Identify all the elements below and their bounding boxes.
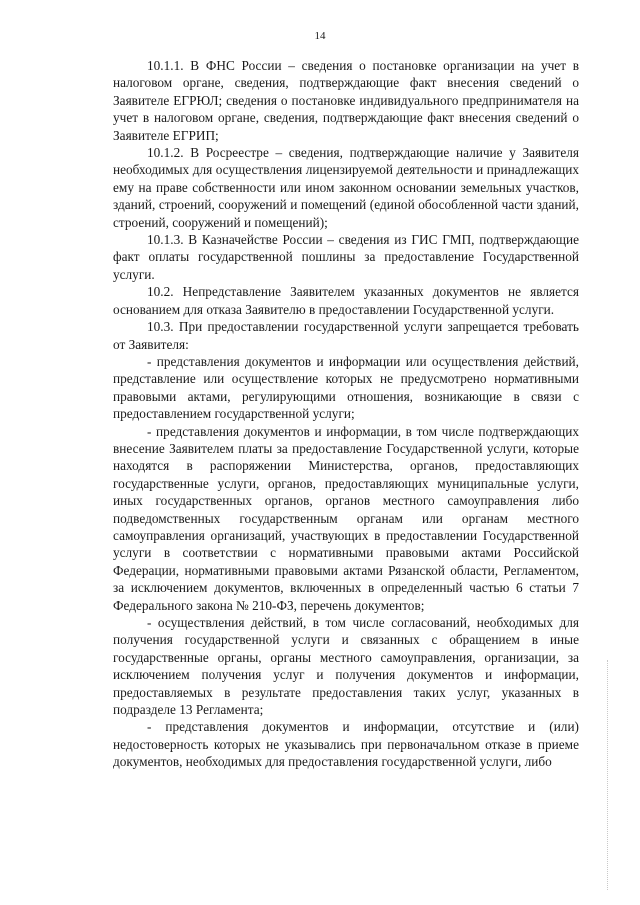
paragraph-10-1-2: 10.1.2. В Росреестре – сведения, подтверждающие наличие у Заявителя необходимых для осуществления лицензируемой деятельности и принадлежащих ему на праве собственности или ином законном основании земельных участков, зданий, строений, сооружений и помещений (единой обособленной части зданий, строений, сооружений и помещений); — [113, 145, 579, 230]
list-item-3: - осуществления действий, в том числе согласований, необходимых для получения государственной услуги и связанных с обращением в иные государственные органы, органы местного самоуправления, организации, за исключением получения услуг и получения документов и информации, предоставляемых в результате предоставления таких услуг, указанных в подразделе 13 Регламента; — [113, 615, 579, 718]
paragraph-10-3: 10.3. При предоставлении государственной услуги запрещается требовать от Заявителя: — [113, 319, 579, 352]
list-item-4: - представления документов и информации, отсутствие и (или) недостоверность которых не указывались при первоначальном отказе в приеме документов, необходимых для предоставления государственной услуги, либо — [113, 719, 579, 770]
list-item-1: - представления документов и информации или осуществления действий, представление или осуществление которых не предусмотрено нормативными правовыми актами, регулирующими отношения, возникающие в связи с предоставлением государственной услуги; — [113, 353, 579, 422]
paragraph-10-2: 10.2. Непредставление Заявителем указанных документов не является основанием для отказа Заявителю в предоставлении Государственной услуги. — [113, 284, 579, 317]
scan-edge-marks — [607, 660, 610, 890]
page-number: 14 — [314, 30, 326, 42]
paragraph-10-1-3: 10.1.3. В Казначействе России – сведения из ГИС ГМП, подтверждающие факт оплаты государственной пошлины за предоставление Государственной услуги. — [113, 232, 579, 282]
paragraph-10-1-1: 10.1.1. В ФНС России – сведения о постановке организации на учет в налоговом органе, сведения, подтверждающие факт внесения сведений о Заявителе ЕГРЮЛ; сведения о постановке индивидуального предпринимателя на учет в налоговом органе, сведения, подтверждающие факт внесения сведений о Заявителе ЕГРИП; — [113, 58, 579, 143]
list-item-2: - представления документов и информации, в том числе подтверждающих внесение Заявителем платы за предоставление Государственной услуги, которые находятся в распоряжении Министерства, органов, предоставляющих государственные услуги, органов, предоставляющих муниципальные услуги, иных государственных органов, органов местного самоуправления либо подведомственных государственным органам или органам местного самоуправления организаций, участвующих в предоставлении Государственной услуги в соответствии с нормативными правовыми актами Российской Федерации, нормативными правовыми актами Рязанской области, Регламентом, за исключением документов, включенных в определенный частью 6 статьи 7 Федерального закона № 210-ФЗ, перечень документов; — [113, 423, 579, 613]
document-body — [113, 57, 579, 771]
